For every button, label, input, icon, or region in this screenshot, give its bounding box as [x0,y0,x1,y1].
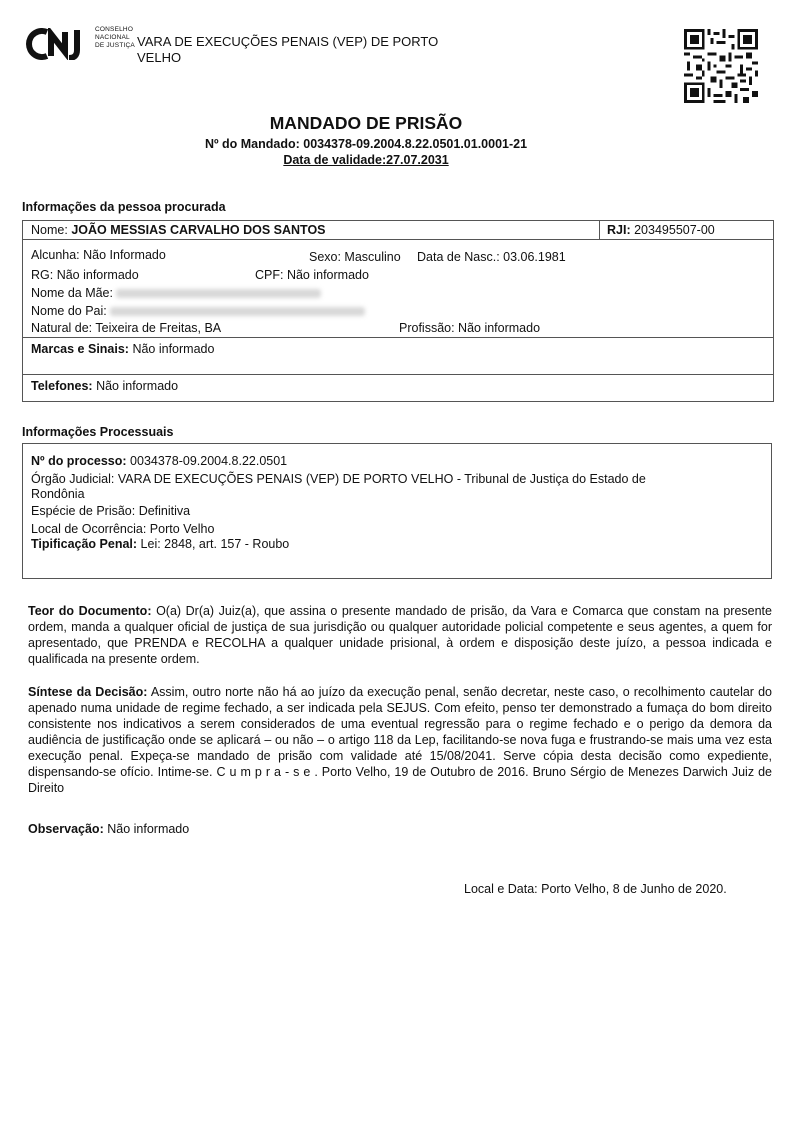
observacao-field [28,821,189,837]
marcas-field [31,341,214,357]
pai-label: Nome do Pai: [31,304,107,318]
tipificacao-label: Tipificação Penal: [31,537,138,551]
mae-label: Nome da Mãe: [31,286,113,300]
orgao-field-cont: Rondônia [31,487,85,501]
rji-label: RJI: [607,223,631,237]
rg-field [31,267,139,283]
marcas-label: Marcas e Sinais: [31,342,129,356]
profissao-field: Profissão: Não informado [399,321,541,335]
validity-date: Data de validade:27.07.2031 [283,153,449,167]
qr-code-icon [684,29,758,103]
rg-value: RG: Não informado [31,268,139,282]
sintese-label: Síntese da Decisão: [28,685,148,699]
process-info-box [22,443,772,579]
court-name: VARA DE EXECUÇÕES PENAIS (VEP) DE PORTO VELHO [137,34,439,65]
pai-field [31,303,365,319]
cnj-logo [25,24,465,68]
marcas-value: Não informado [132,342,215,356]
nascimento-field: Data de Nasc.: 03.06.1981 [417,250,566,264]
person-info-box [22,220,774,402]
alcunha-field: Alcunha: Não Informado [31,248,166,262]
observacao-label: Observação: [28,822,104,836]
teor-paragraph [28,603,772,667]
warrant-number: Nº do Mandado: 0034378-09.2004.8.22.0501.01.0001-21 [204,137,528,151]
teor-text: O(a) Dr(a) Juiz(a), que assina o presente mandado de prisão, da Vara e Comarca que constam na presente ordem, manda a qualquer oficial de justiça de sua jurisdição ou qualquer autoridade policial competente e seus agentes, a quem for apresentado, que PRENDA e RECOLHA a qualquer unidade prisional, à ordem e disposição deste juízo, a pessoa indicada e qualificada na presente ordem. [28,604,772,666]
rji-value: 203495507-00 [634,223,715,237]
natural-field: Natural de: Teixeira de Freitas, BA [31,321,222,335]
column-divider [599,221,600,239]
tipificacao-value: Lei: 2848, art. 157 - Roubo [140,537,290,551]
cpf-field: CPF: Não informado [255,268,369,282]
teor-label: Teor do Documento: [28,604,152,618]
sintese-text: Assim, outro norte não há ao juízo da execução penal, senão decretar, neste caso, o recolhimento cautelar do apenado numa unidade de regime fechado, a ser indicada pela SEJUS. Com efeito, penso ter demonstrado a fumaça do bom direito consistente nos indicativos a serem considerados de uma eventual regressão para o regime fechado e o perigo da demora da audiência de justificação onde se aplicará – ou não – o artigo 118 da Lep, facilitando-se nova fuga e frustrando-se mais uma vez esta execução penal. Expeça-se mandado de prisão com validade até 15/08/2041. Serve cópia desta decisão como expediente, dispensando-se ofício. Intime-se. C u m p r a - s e . Porto Velho, 19 de Outubro de 2016. Bruno Sérgio de Menezes Darwich Juiz de Direito [28,685,772,795]
local-field: Local de Ocorrência: Porto Velho [31,522,215,536]
redacted-text [116,289,321,298]
process-number-value: 0034378-09.2004.8.22.0501 [130,454,288,468]
cnj-logo-icon [25,28,91,60]
telefones-value: Não informado [96,379,179,393]
local-date: Local e Data: Porto Velho, 8 de Junho de 2020. [464,882,727,896]
mae-field [31,285,321,301]
redacted-text [110,307,365,316]
tipificacao-field [31,536,289,552]
cnj-org-name [95,26,135,50]
row-divider [23,374,773,375]
name-field [31,222,326,238]
process-section-title: Informações Processuais [22,425,174,439]
org-line: NACIONAL [95,34,130,41]
observacao-value: Não informado [107,822,190,836]
telefones-label: Telefones: [31,379,93,393]
sintese-paragraph [28,684,772,796]
sexo-field: Sexo: Masculino [309,250,401,264]
telefones-field [31,378,178,394]
name-label: Nome: [31,223,68,237]
rji-field [607,222,715,238]
org-line: CONSELHO [95,26,134,33]
org-line: DE JUSTIÇA [95,42,135,49]
name-row [23,221,773,240]
orgao-field: Órgão Judicial: VARA DE EXECUÇÕES PENAIS (VEP) DE PORTO VELHO - Tribunal de Justiça do Estado de [31,472,646,486]
process-number-field [31,453,287,469]
person-section-title: Informações da pessoa procurada [22,200,226,214]
document-title: MANDADO DE PRISÃO [269,113,463,133]
process-number-label: Nº do processo: [31,454,127,468]
person-name: JOÃO MESSIAS CARVALHO DOS SANTOS [71,223,326,237]
row-divider [23,337,773,338]
especie-field: Espécie de Prisão: Definitiva [31,504,191,518]
